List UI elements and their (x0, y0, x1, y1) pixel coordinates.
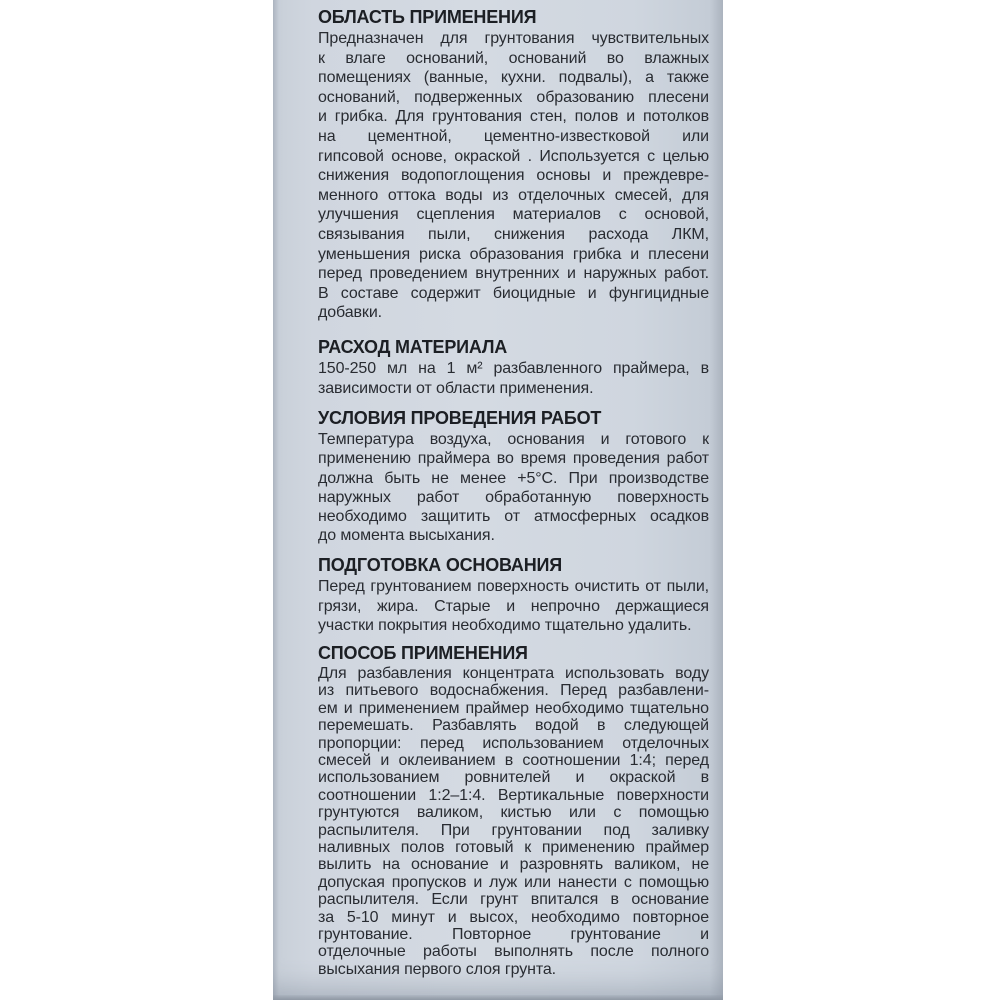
text-line: вылить на основание и разровнять валиком, не (318, 856, 709, 874)
section-heading: ОБЛАСТЬ ПРИМЕНЕНИЯ (318, 7, 537, 27)
text-line: высыхания первого слоя грунта. (318, 960, 557, 978)
text-line: отделочные работы выполнять после полного (318, 943, 709, 961)
label-section (318, 643, 709, 978)
text-line: гипсовой основе, окраской . Используется с целью (318, 147, 709, 165)
text-line: наливных полов готовый к применению праймер (318, 838, 709, 856)
text-line: грунтование. Повторное грунтование и (318, 926, 709, 944)
text-line: распылителя. При грунтовании под заливку (318, 821, 709, 839)
text-line: Перед грунтованием поверхность очистить от пыли, (318, 578, 709, 596)
text-line: за 5-10 минут и высох, необходимо повторное (318, 908, 709, 926)
text-line: смесей и оклеиванием в соотношении 1:4; перед (318, 751, 709, 769)
text-line: перемешать. Разбавлять водой в следующей (318, 717, 709, 735)
text-line: применению праймера во время проведения работ (318, 450, 709, 468)
section-heading: РАСХОД МАТЕРИАЛА (318, 336, 508, 357)
section-heading: СПОСОБ ПРИМЕНЕНИЯ (318, 642, 528, 663)
text-line: ем и применением праймер необходимо тщательно (318, 699, 709, 717)
text-line: и грибка. Для грунтования стен, полов и потолков (318, 108, 709, 126)
text-line: распылителя. Если грунт впитался в основание (318, 891, 709, 909)
section-heading: ПОДГОТОВКА ОСНОВАНИЯ (318, 555, 563, 576)
text-line: добавки. (318, 304, 383, 322)
text-line: наружных работ обработанную поверхность (318, 488, 709, 506)
bottle-label (273, 0, 723, 1000)
text-line: из питьевого водоснабжения. Перед разбавлени- (318, 682, 709, 700)
section-heading: УСЛОВИЯ ПРОВЕДЕНИЯ РАБОТ (318, 408, 602, 429)
text-line: помещениях (ванные, кухни. подвалы), а также (318, 69, 709, 87)
text-line: соотношении 1:2–1:4. Вертикальные поверхности (318, 786, 709, 804)
text-line: В составе содержит биоцидные и фунгицидные (318, 284, 709, 302)
text-line: перед проведением внутренних и наружных работ. (318, 265, 709, 283)
label-text-area (273, 0, 723, 1000)
text-line: улучшения сцепления материалов с основой, (318, 206, 709, 224)
label-section (318, 7, 709, 323)
text-line: необходимо защитить от атмосферных осадков (318, 507, 709, 525)
text-line: зависимости от области применения. (318, 379, 594, 397)
text-line: 150-250 мл на 1 м² разбавленного праймера, в (318, 359, 709, 377)
text-line: допуская пропусков и луж или нанести с помощью (318, 873, 709, 891)
label-section (318, 408, 709, 545)
text-line: пропорции: перед использованием отделочных (318, 734, 709, 752)
text-line: к влаге оснований, оснований во влажных (318, 49, 709, 67)
text-line: грязи, жира. Старые и непрочно держащиеся (318, 597, 709, 615)
text-line: оснований, подверженных образованию плесени (318, 88, 709, 106)
text-line: Для разбавления концентрата использовать воду (318, 664, 709, 682)
label-section (318, 337, 709, 398)
text-line: менного оттока воды из отделочных смесей, для (318, 186, 709, 204)
text-line: должна быть не менее +5°С. При производстве (318, 469, 709, 487)
text-line: Предназначен для грунтования чувствительных (318, 30, 709, 47)
text-line: Температура воздуха, основания и готового к (318, 431, 709, 449)
text-line: связывания пыли, снижения расхода ЛКМ, (318, 225, 709, 243)
label-section (318, 555, 709, 635)
text-line: на цементной, цементно-известковой или (318, 127, 709, 145)
text-line: до момента высыхания. (318, 527, 495, 545)
text-line: уменьшения риска образования грибка и плесени (318, 245, 709, 263)
text-line: использованием ровнителей и окраской в (318, 769, 709, 787)
text-line: снижения водопоглощения основы и преждевре- (318, 167, 709, 185)
text-line: участки покрытия необходимо тщательно удалить. (318, 616, 692, 634)
text-line: грунтуются валиком, кистью или с помощью (318, 804, 709, 822)
